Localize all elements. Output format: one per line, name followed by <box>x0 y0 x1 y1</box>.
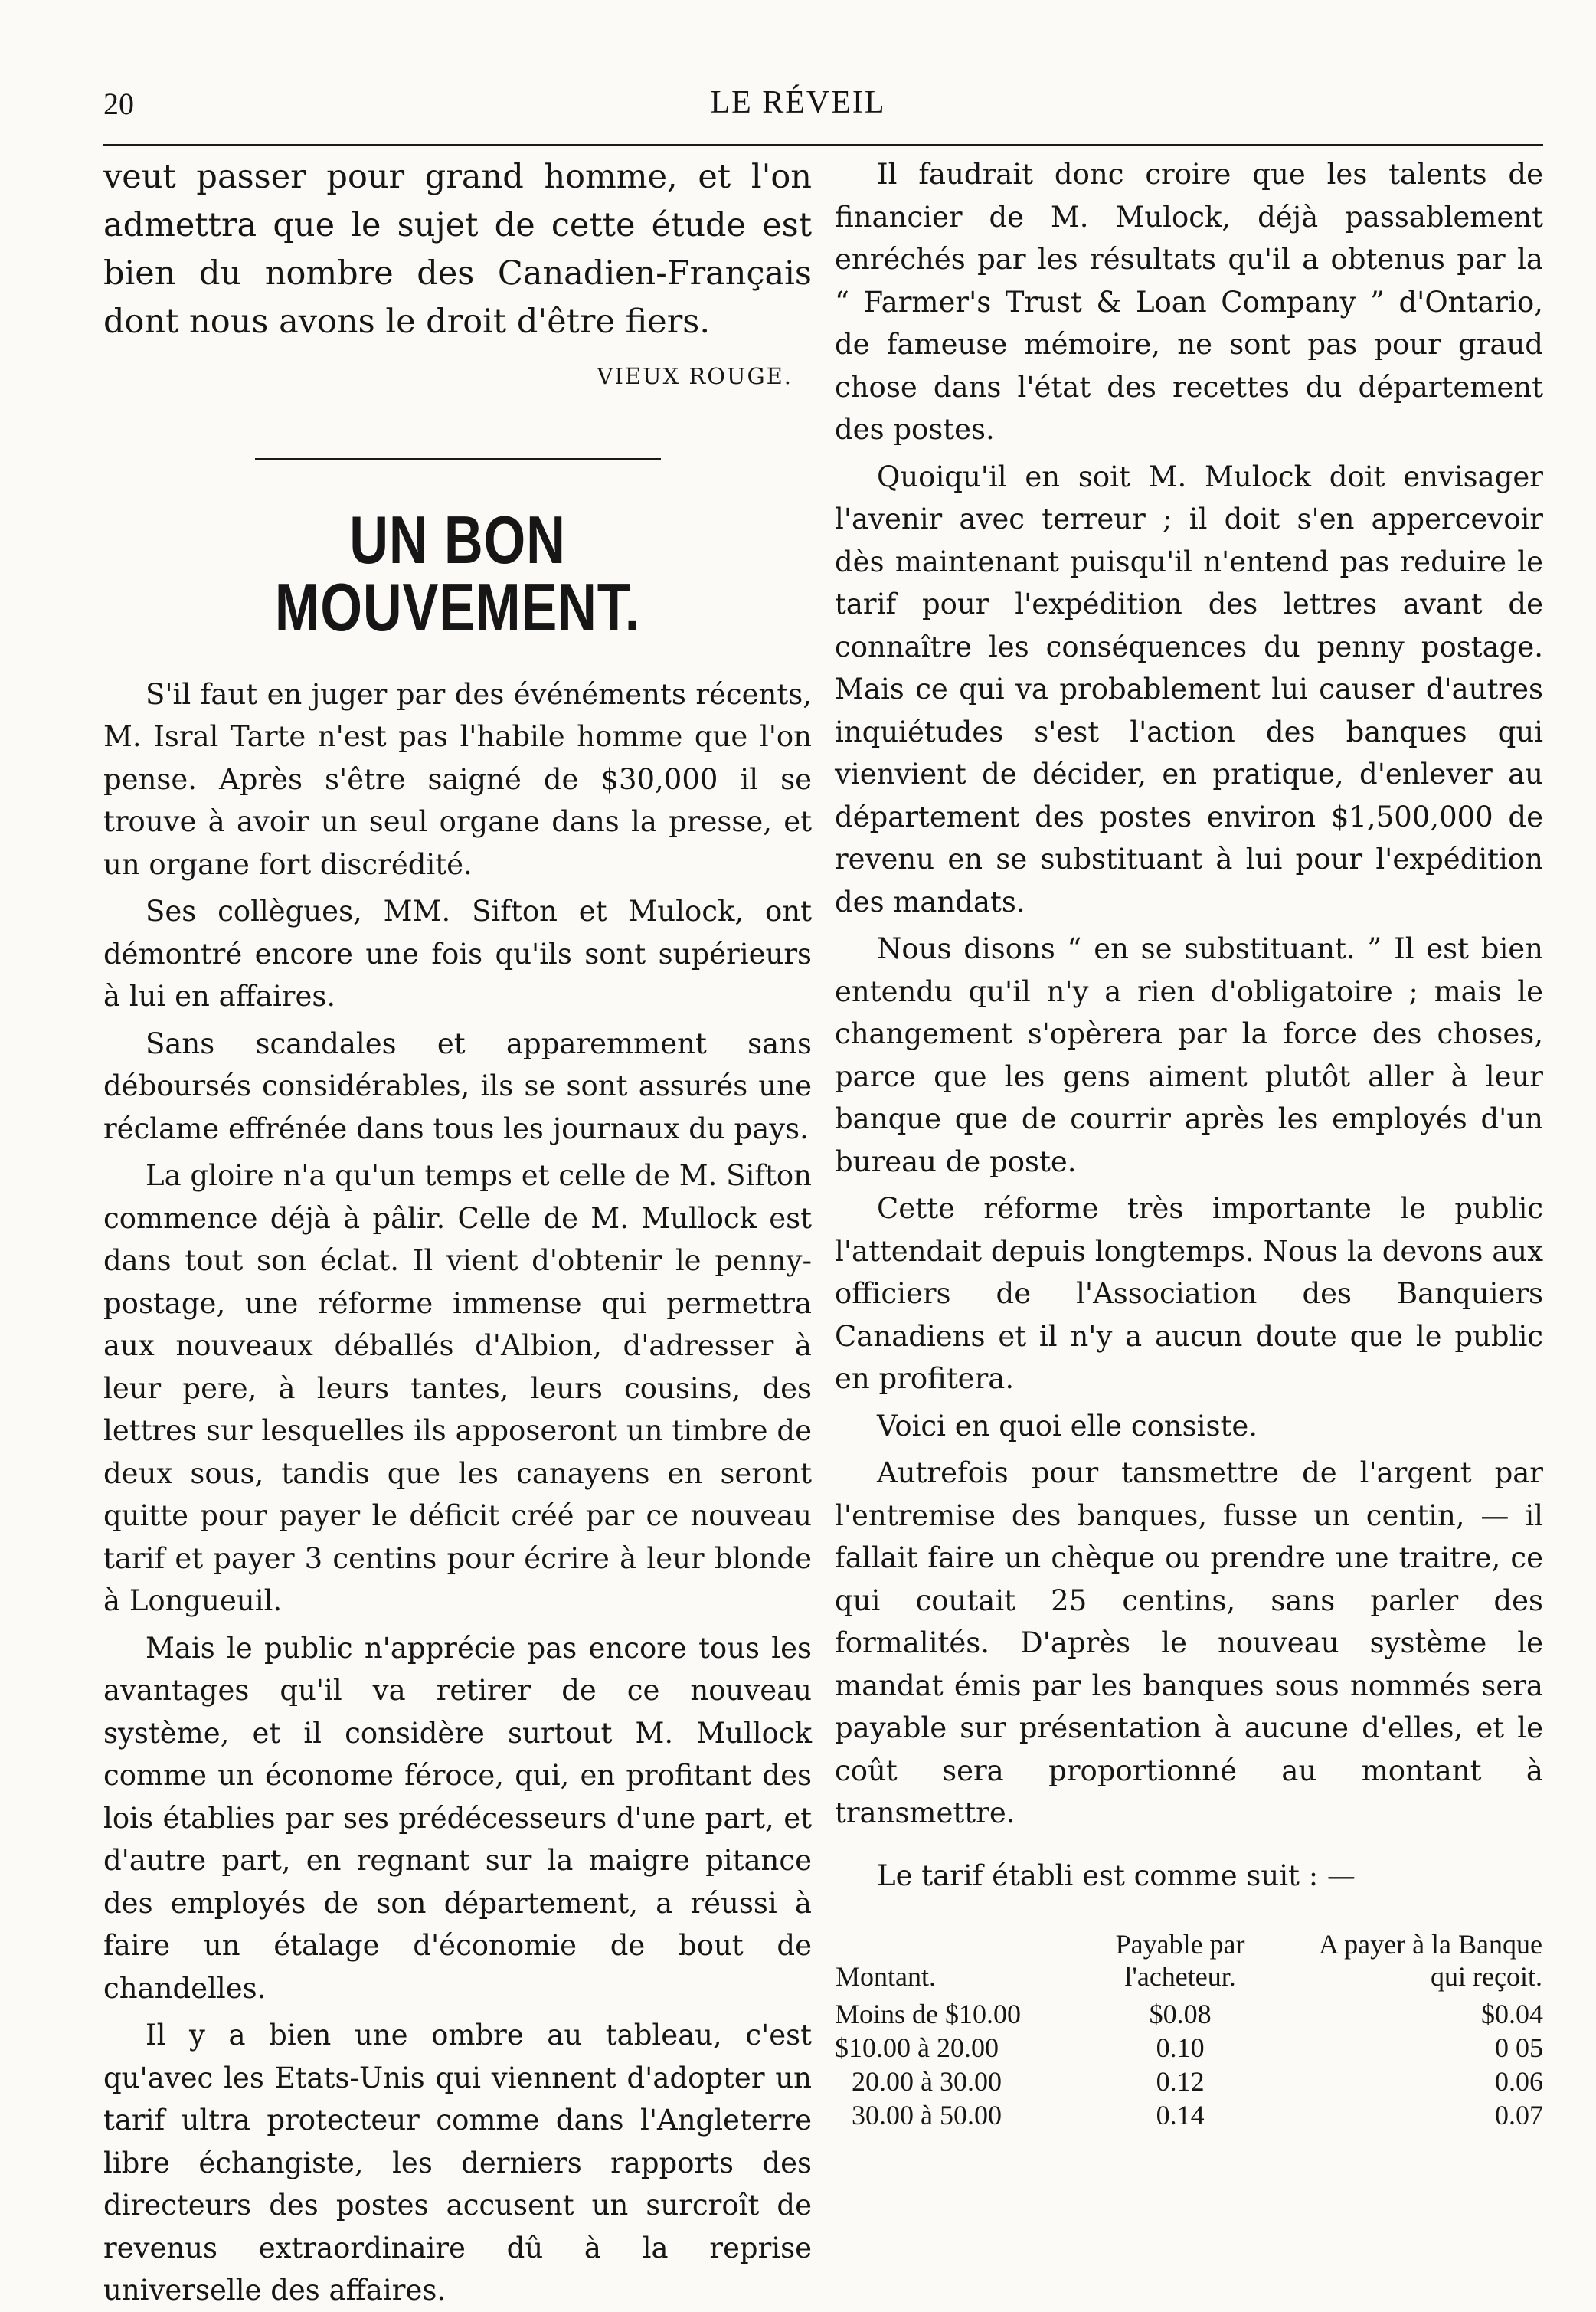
bank-cell: 0.07 <box>1495 2100 1543 2130</box>
article-title: UN BON MOUVEMENT. <box>274 501 641 645</box>
page-header <box>0 0 1596 153</box>
paragraph: Il faudrait donc croire que les talents de financier de M. Mulock, déjà passablement enréchés par les résultats qu'il a obtenus par la “ Farmer's Trust & Loan Company ” d'Ontario, de fameuse mémoire, ne sont pas pour graud chose dans l'état des recettes du département des postes. <box>835 158 1543 446</box>
continuation-paragraph: veut passer pour grand homme, et l'on admettra que le sujet de cette étude est bien du nombre des Canadien-Français dont nous avons le droit d'être fiers. <box>103 158 812 341</box>
right-column <box>835 153 1543 2132</box>
tariff-intro: Le tarif établi est comme suit : — <box>877 1858 1356 1892</box>
left-column <box>103 153 812 2312</box>
table-row <box>835 2098 1543 2132</box>
bank-cell: $0.04 <box>1481 1999 1543 2029</box>
paragraph: La gloire n'a qu'un temps et celle de M. Sifton commence déjà à pâlir. Celle de M. Mullock est dans tout son éclat. Il vient d'obtenir le penny-postage, une réforme immense qui permettra aux nouveaux déballés d'Albion, d'adresser à leur pere, à leurs tantes, leurs cousins, des lettres sur lesquelles ils apposeront un timbre de deux sous, tandis que les canayens en seront quitte pour payer le déficit créé par ce nouveau tarif et payer 3 centins pour écrire à leur blonde à Longueuil. <box>103 1159 812 1617</box>
amount-cell: Moins de $10.00 <box>835 1999 1021 2029</box>
payable-cell: 0.14 <box>1156 2100 1205 2130</box>
column-header-payable: Payable par l'acheteur. <box>1115 1929 1245 1992</box>
page-number: 20 <box>103 87 134 121</box>
table-row <box>835 2031 1543 2065</box>
paragraph: Autrefois pour tansmettre de l'argent par l'entremise des banques, fusse un centin, — il fallait faire un chèque ou prendre une traitre, ce qui coutait 25 centins, sans parler des formalités. D'après le nouveau système le mandat émis par les banques sous nommés sera payable sur présentation à aucune d'elles, et le coût sera proportionné au montant à transmettre. <box>835 1456 1543 1829</box>
paragraph: Quoiqu'il en soit M. Mulock doit envisager l'avenir avec terreur ; il doit s'en appercevoir dès maintenant puisqu'il n'entend pas reduire le tarif pour l'expédition des lettres avant de connaître les conséquences du penny postage. Mais ce qui va probablement lui causer d'autres inquiétudes s'est l'action des banques qui vienvient de décider, en pratique, d'enlever au département des postes environ $1,500,000 de revenu en se substituant à lui pour l'expédition des mandats. <box>835 460 1543 919</box>
paragraph: S'il faut en juger par des événéments récents, M. Isral Tarte n'est pas l'habile homme que l'on pense. Après s'être saigné de $30,000 il se trouve à avoir un seul organe dans la presse, et un organe fort discrédité. <box>103 677 812 881</box>
amount-cell: 30.00 à 50.00 <box>852 2100 1002 2130</box>
table-row <box>835 2065 1543 2098</box>
signature: VIEUX ROUGE. <box>597 363 793 389</box>
paragraph: Mais le public n'apprécie pas encore tous les avantages qu'il va retirer de ce nouveau système, et il considère surtout M. Mullock comme un économe féroce, qui, en profitant des lois établies par ses prédécesseurs d'une part, et d'autre part, en regnant sur la maigre pitance des employés de son département, a réussi à faire un étalage d'économie de bout de chandelles. <box>103 1631 812 2005</box>
tariff-table <box>835 1927 1543 2132</box>
tariff-header-row <box>835 1927 1543 1997</box>
payable-cell: $0.08 <box>1149 1999 1212 2029</box>
column-header-bank: A payer à la Banque qui reçoit. <box>1319 1929 1542 1992</box>
paragraph: Il y a bien une ombre au tableau, c'est qu'avec les Etats-Unis qui viennent d'adopter un tarif ultra protecteur comme dans l'Angleterre libre échangiste, les derniers rapports des directeurs des postes accusent un surcroît de revenus extraordinaire dû à la reprise universelle des affaires. <box>103 2019 812 2307</box>
paragraph: Nous disons “ en se substituant. ” Il est bien entendu qu'il n'y a rien d'obligatoire ; mais le changement s'opèrera par la force des choses, parce que les gens aiment plutôt aller à leur banque que de courrir après les employés d'un bureau de poste. <box>835 932 1543 1178</box>
section-divider <box>255 458 661 460</box>
paragraph: Cette réforme très importante le public l'attendait depuis longtemps. Nous la devons aux officiers de l'Association des Banquiers Canadiens et il n'y a aucun doute que le public en profitera. <box>835 1192 1543 1395</box>
payable-cell: 0.12 <box>1156 2066 1205 2097</box>
paragraph: Voici en quoi elle consiste. <box>877 1409 1258 1443</box>
header-rule <box>103 144 1543 146</box>
payable-cell: 0.10 <box>1156 2032 1205 2063</box>
bank-cell: 0.06 <box>1495 2066 1543 2097</box>
bank-cell: 0 05 <box>1495 2032 1543 2063</box>
column-header-amount: Montant. <box>836 1961 936 1992</box>
running-title: LE RÉVEIL <box>710 85 886 120</box>
paragraph: Ses collègues, MM. Sifton et Mulock, ont démontré encore une fois qu'ils sont supérieurs à lui en affaires. <box>103 895 812 1013</box>
article-body <box>103 673 812 2312</box>
table-row <box>835 1997 1543 2031</box>
amount-cell: $10.00 à 20.00 <box>835 2032 999 2063</box>
paragraph: Sans scandales et apparemment sans déboursés considérables, ils se sont assurés une réclame effrénée dans tous les journaux du pays. <box>103 1027 812 1145</box>
amount-cell: 20.00 à 30.00 <box>852 2066 1002 2097</box>
